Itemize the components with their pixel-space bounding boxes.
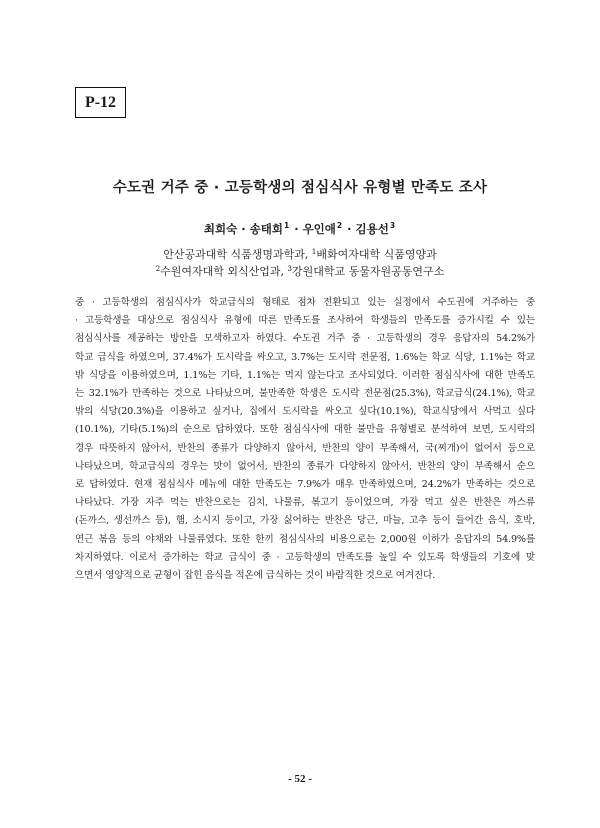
author-separator: · (343, 222, 356, 236)
affiliation-text: 수원여자대학 외식산업과, (160, 265, 288, 278)
affiliation-mark: 2 (155, 265, 161, 273)
affiliation-mark: 1 (311, 248, 317, 256)
affiliation-mark: 3 (287, 265, 293, 273)
abstract-line: 로 답하였다. 현재 점심식사 메뉴에 대한 만족도는 7.9%가 매우 만족하였으며, 24.2%가 만족하는 것으로 (75, 479, 535, 491)
affiliation-line-1 (0, 246, 600, 262)
abstract-line: (돈까스, 생선까스 등), 햄, 소시지 등이고, 가장 싫어하는 반찬은 당근, 마늘, 고추 등이 들어간 음식, 호박, (75, 515, 535, 527)
author-3-affiliation-mark: 2 (336, 221, 343, 230)
abstract-line: (10.1%), 기타(5.1%)의 순으로 답하였다. 또한 점심식사에 대한 불만을 유형별로 분석하여 보면, 도시락의 (75, 424, 535, 436)
abstract-line: 학교 급식을 하였으며, 37.4%가 도시락을 싸오고, 3.7%는 도시락 전문점, 1.6%는 학교 식당, 1.1%는 학교 (75, 351, 535, 363)
abstract-line: 밖의 식당(20.3%)을 이용하고 싶거나, 집에서 도시락을 싸오고 싶다(10.1%), 학교식당에서 사먹고 싶다 (75, 406, 535, 418)
abstract-line: 중 · 고등학생의 점심식사가 학교급식의 형태로 점차 전환되고 있는 실정에서 수도권에 거주하는 중 (75, 297, 535, 308)
author-separator: · (237, 222, 250, 236)
paper-title: 수도권 거주 중 · 고등학생의 점심식사 유형별 만족도 조사 (112, 180, 488, 196)
abstract-line: 밖 식당을 이용하였으며, 1.1%는 기타, 1.1%는 먹지 않는다고 조사되었다. 이러한 점심식사에 대한 만족도 (75, 369, 535, 381)
abstract-line: 경우 따뜻하지 않아서, 반찬의 종류가 다양하지 않아서, 반찬의 양이 부족해서, 국(찌개)이 없어서 등으로 (75, 442, 535, 454)
affiliation-line-2 (0, 263, 600, 279)
abstract-line: 나타났다. 가장 자주 먹는 반찬으로는 김치, 나물류, 볶고기 등이었으며, 가장 먹고 싶은 반찬은 까스류 (75, 497, 535, 509)
author-2: 송태희 (249, 222, 283, 236)
affiliation-text: 강원대학교 동물자원공동연구소 (292, 265, 445, 278)
affiliation-text: 배화여자대학 식품영양과 (316, 248, 437, 261)
author-separator: · (290, 222, 303, 236)
abstract-line: 연근 볶음 등의 야채와 나물류였다. 또한 한끼 점심식사의 비용으로는 2,000원 이하가 응답자의 54.9%를 (75, 533, 535, 545)
page-number: - 52 - (288, 773, 312, 785)
abstract-code: P-12 (84, 93, 117, 111)
abstract-line: · 고등학생을 대상으로 점심식사 유형에 따른 만족도를 조사하여 학생들의 만족도를 증가시킬 수 있는 (75, 315, 535, 327)
abstract-line: 점심식사를 제공하는 방안을 모색하고자 하였다. 수도권 거주 중 · 고등학생의 경우 응답자의 54.2%가 (75, 333, 535, 345)
abstract-line: 는 32.1%가 만족하는 것으로 나타났으며, 불만족한 학생은 도시락 전문점(25.3%), 학교급식(24.1%), 학교 (75, 388, 535, 400)
author-4-affiliation-mark: 3 (389, 221, 396, 230)
author-1: 최희숙 (203, 222, 238, 236)
abstract-line: 나타났으며, 학교급식의 경우는 맛이 없어서, 반찬의 종류가 다양하지 않아서, 반찬의 양이 부족해서 순으 (75, 460, 535, 472)
abstract-line: 으면서 영양적으로 균형이 잡힌 음식을 적온에 급식하는 것이 바람직한 것으로 여겨진다. (75, 570, 436, 582)
author-3: 우인애 (302, 222, 336, 236)
author-4: 김용선 (355, 222, 389, 236)
author-2-affiliation-mark: 1 (283, 221, 290, 230)
author-list (0, 221, 600, 237)
abstract-line: 차지하였다. 이로서 증가하는 학교 급식이 중 · 고등학생의 만족도를 높일 수 있도록 학생들의 기호에 맞 (75, 551, 535, 563)
abstract-body (75, 294, 535, 585)
abstract-code-box (75, 87, 126, 118)
affiliation-text: 안산공과대학 식품생명과학과, (163, 248, 312, 261)
